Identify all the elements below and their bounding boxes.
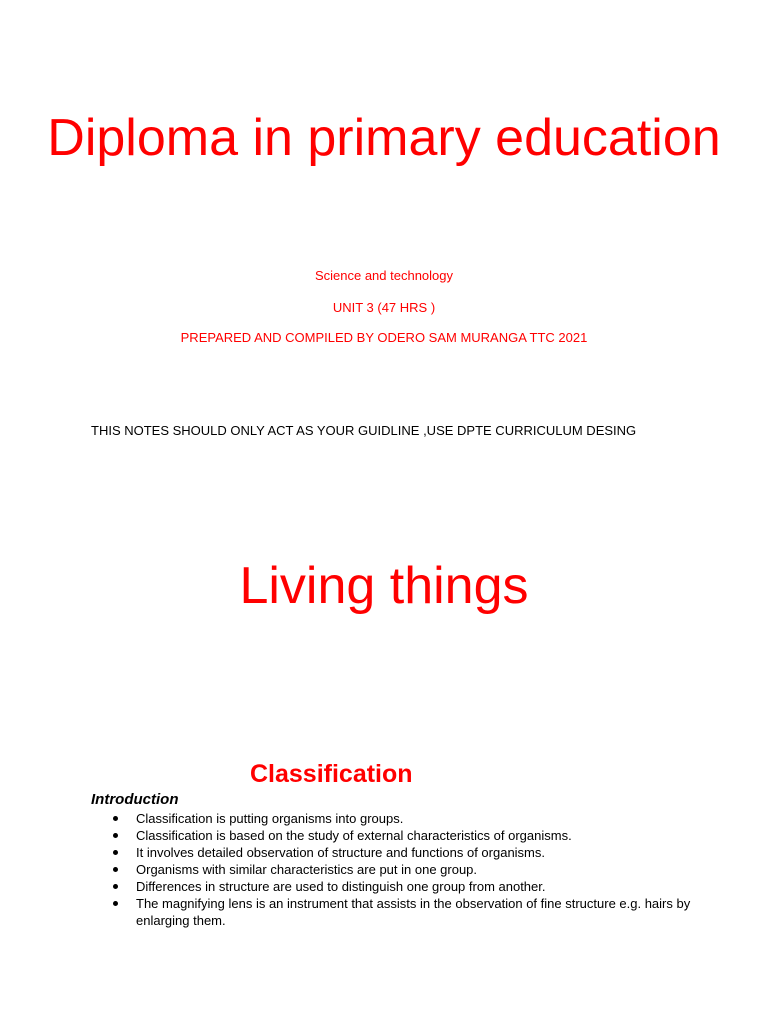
bullet-icon [113,833,118,838]
bullet-icon [113,901,118,906]
list-item-text: Classification is based on the study of external characteristics of organisms. [136,828,572,843]
list-item [113,878,693,895]
list-item-text: Organisms with similar characteristics are put in one group. [136,862,478,877]
subject-line: Science and technology [314,268,454,283]
list-item [113,895,693,929]
list-item [113,844,693,861]
list-item-text: It involves detailed observation of structure and functions of organisms. [136,845,545,860]
guideline-note: THIS NOTES SHOULD ONLY ACT AS YOUR GUIDLINE ,USE DPTE CURRICULUM DESING [91,423,637,438]
bullet-icon [113,867,118,872]
list-item-text: Differences in structure are used to distinguish one group from another. [136,879,546,894]
list-item [113,861,693,878]
unit-line: UNIT 3 (47 HRS ) [332,300,436,315]
list-item [113,827,693,844]
list-item-text: The magnifying lens is an instrument that assists in the observation of fine structure e.g. hairs by enlarging them. [136,896,691,928]
bullet-list [113,810,693,929]
intro-label: Introduction [91,791,179,808]
section-title: Living things [239,557,529,615]
bullet-icon [113,884,118,889]
subsection-title: Classification [250,760,413,788]
list-item-text: Classification is putting organisms into groups. [136,811,404,826]
bullet-icon [113,850,118,855]
document-title: Diploma in primary education [47,109,721,167]
list-item [113,810,693,827]
bullet-icon [113,816,118,821]
author-line: PREPARED AND COMPILED BY ODERO SAM MURANGA TTC 2021 [180,330,588,345]
